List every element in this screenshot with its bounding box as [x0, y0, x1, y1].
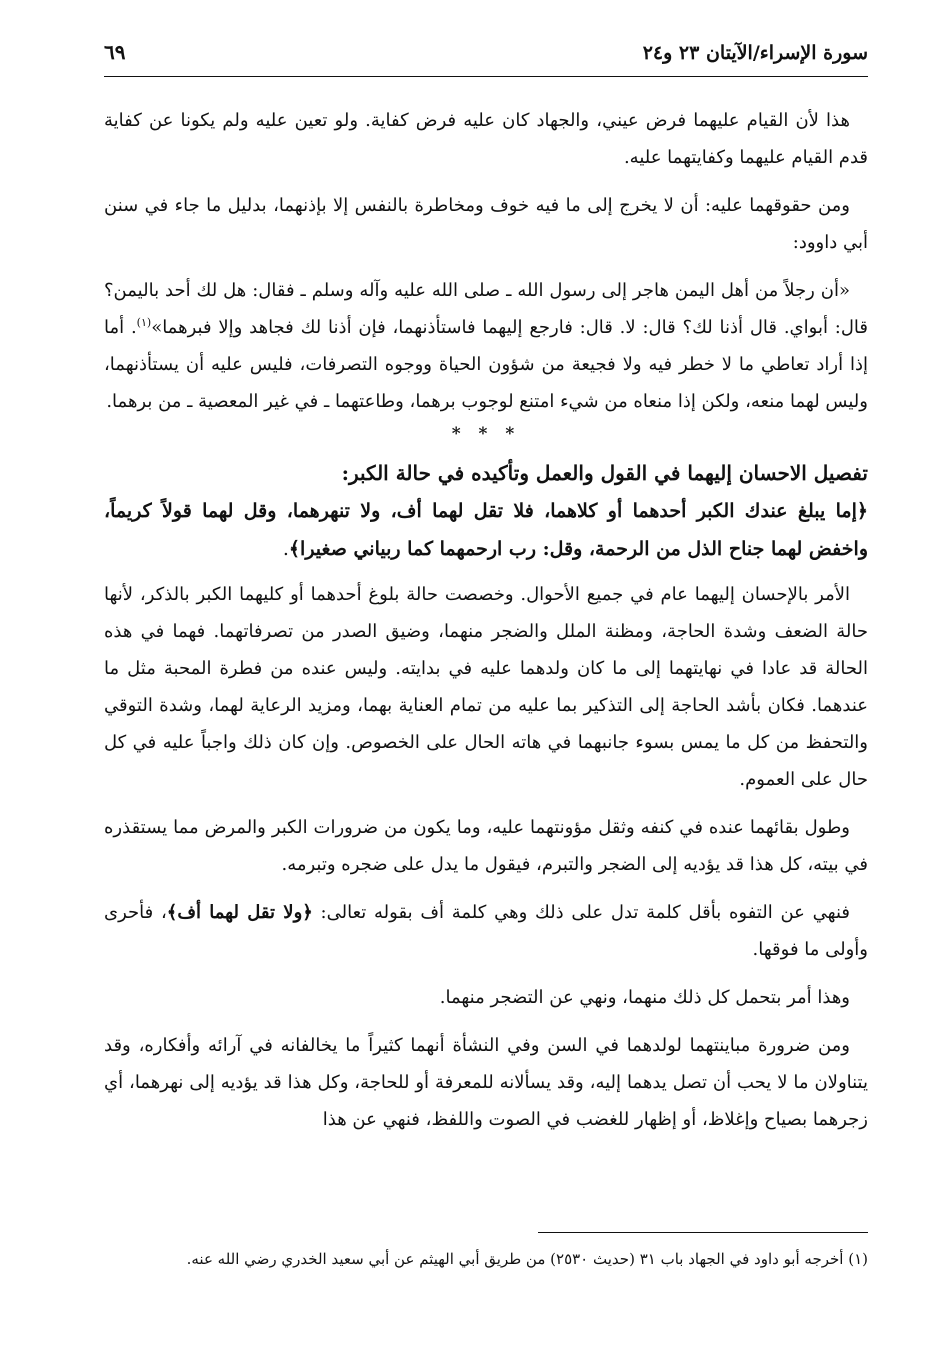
paragraph-6	[104, 894, 868, 968]
running-title: سورة الإسراء/الآيتان ٢٣ و٢٤	[642, 42, 868, 64]
footnote-marker: (١)	[136, 316, 152, 329]
page-body	[104, 102, 868, 1149]
paragraph-hadith	[104, 272, 868, 420]
section-divider: * * *	[451, 424, 521, 444]
verse-end: .	[282, 538, 289, 560]
paragraph-2: ومن حقوقهما عليه: أن لا يخرج إلى ما فيه خوف ومخاطرة بالنفس إلا بإذنهما، بدليل ما جاء في سنن أبي داوود:	[104, 195, 868, 253]
paragraph-6-end: ، فأحرى وأولى ما فوقها.	[104, 902, 868, 960]
page-number: ٦٩	[104, 40, 126, 64]
hadith-quote: «أن رجلاً من أهل اليمن هاجر إلى رسول الله ـ صلى الله عليه وآله وسلم ـ فقال: هل لك أحد باليمن؟ قال: أبواي. قال أذنا لك؟ قال: لا. قال: فارجع إليهما فاستأذنهما، فإن أذنا لك فجاهد وإلا فبرهما»	[104, 280, 868, 338]
paragraph-6-start: فنهي عن التفوه بأقل كلمة تدل على ذلك وهي كلمة أف بقوله تعالى:	[312, 902, 850, 923]
inline-quran-quote: ﴿ولا تقل لهما أف﴾	[166, 902, 313, 923]
verse-text: ﴿إما يبلغ عندك الكبر أحدهما أو كلاهما، فلا تقل لهما أف، ولا تنهرهما، وقل لهما قولاً كريماً، واخفض لهما جناح الذل من الرحمة، وقل: رب ارحمهما كما ربياني صغيرا﴾	[104, 500, 868, 560]
section-heading: تفصيل الاحسان إليهما في القول والعمل وتأكيده في حالة الكبر:	[341, 461, 868, 485]
footnote: (١) أخرجه أبو داود في الجهاد باب ٣١ (حديث ٢٥٣٠) من طريق أبي الهيثم عن أبي سعيد الخدري رضي الله عنه.	[186, 1250, 868, 1268]
paragraph-7: وهذا أمر بتحمل كل ذلك منهما، ونهي عن التضجر منهما.	[439, 987, 850, 1008]
book-page	[104, 36, 868, 1336]
page-header	[104, 36, 868, 77]
paragraph-1: هذا لأن القيام عليهما فرض عيني، والجهاد كان عليه فرض كفاية. ولو تعين عليه ولم يكونا عن كفاية قدم القيام عليهما وكفايتهما عليه.	[104, 110, 868, 168]
footnote-rule	[538, 1232, 868, 1233]
quran-verse	[104, 492, 868, 568]
hadith-commentary: . أما إذا أراد تعاطي ما لا خطر فيه ولا فجيعة من شؤون الحياة ووجوه التصرفات، فليس عليه أن يستأذنهما، وليس لهما منعه، ولكن إذا منعاه من شيء امتنع لوجوب برهما، وطاعتهما ـ في غير المعصية ـ من برهما.	[104, 317, 868, 412]
paragraph-4: الأمر بالإحسان إليهما عام في جميع الأحوال. وخصصت حالة بلوغ أحدهما أو كليهما الكبر بالذكر، لأنها حالة الضعف وشدة الحاجة، ومظنة الملل والضجر منهما، وضيق الصدر من تصرفاتهما. فهما في هذه الحالة قد عادا في نهايتهما إلى ما كان ولدهما عليه في بدايته. وليس عنده من فطرة المحبة مثل ما عندهما. فكان بأشد الحاجة إلى التذكير بما عليه من تمام العناية بهما، ومزيد الرعاية لهما، وشدة التوقي والتحفظ من كل ما يمس بسوء جانبهما في هاته الحال على الخصوص. وإن كان ذلك واجباً عليه في كل حال على العموم.	[104, 584, 868, 790]
paragraph-8: ومن ضرورة مباينتهما لولدهما في السن وفي النشأة أنهما كثيراً ما يخالفانه في آرائه وأفكاره، وقد يتناولان ما لا يحب أن تصل يدهما إليه، وقد يسألانه للمعرفة أو للحاجة، وكل هذا قد يؤديه إلى نهرهما، أي زجرهما بصياح وإغلاظ، أو إظهار للغضب في الصوت واللفظ، فنهي عن هذا	[104, 1035, 868, 1130]
paragraph-5: وطول بقائهما عنده في كنفه وثقل مؤونتهما عليه، وما يكون من ضرورات الكبر والمرض مما يستقذره في بيته، كل هذا قد يؤديه إلى الضجر والتبرم، فيقول ما يدل على ضجره وتبرمه.	[104, 817, 868, 875]
